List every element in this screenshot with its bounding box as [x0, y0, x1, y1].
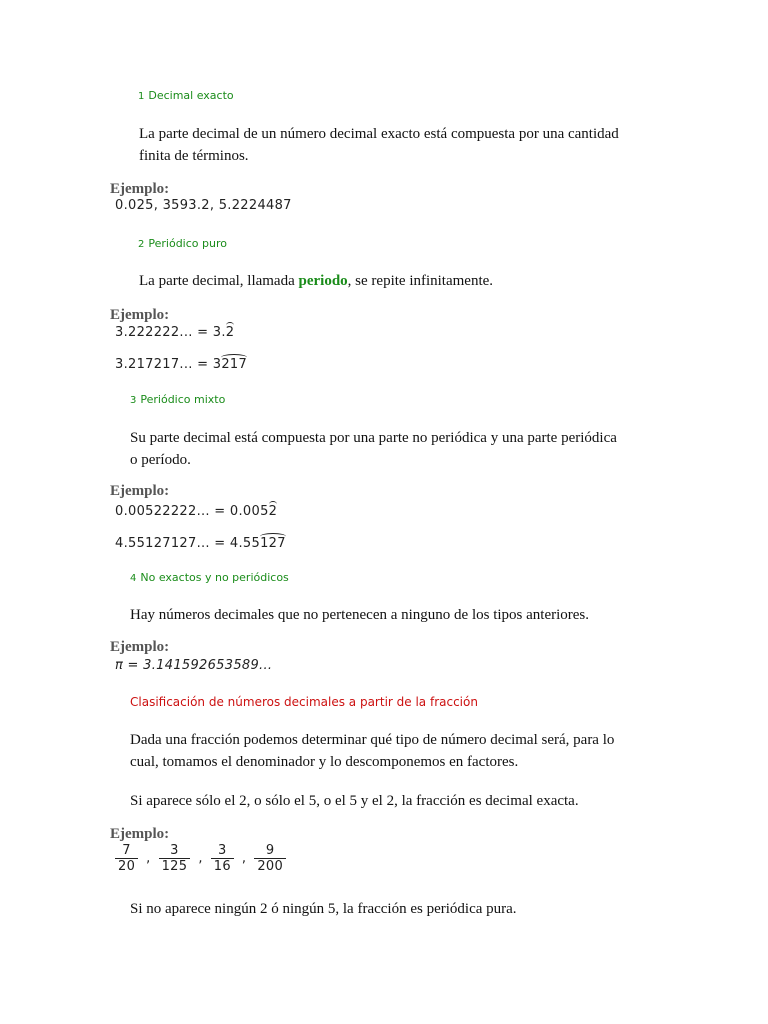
- paragraph-noexacto: Hay números decimales que no pertenecen a ninguno de los tipos anteriores.: [130, 607, 590, 623]
- example-mixto-2: [115, 536, 286, 551]
- paragraph-exacto: [139, 123, 619, 167]
- example-exacto: 0.025, 3593.2, 5.2224487: [115, 198, 292, 213]
- periodic-digits: 217: [221, 357, 248, 372]
- separator: ,: [198, 851, 203, 866]
- section-number: 2: [138, 239, 145, 250]
- section-title: No exactos y no periódicos: [140, 571, 289, 584]
- example-label: Ejemplo:: [110, 826, 170, 842]
- section-heading-4: [130, 571, 289, 584]
- example-puro-2: [115, 357, 247, 372]
- math-lhs: 4.55127127... = 4.55: [115, 536, 261, 551]
- paragraph-exacta-rule: Si aparece sólo el 2, o sólo el 5, o el 5 y el 2, la fracción es decimal exacta.: [130, 793, 579, 809]
- periodic-digits: 2: [225, 325, 235, 340]
- periodic-digits: 127: [260, 536, 286, 551]
- numerator: 7: [122, 843, 131, 858]
- section-number: 3: [130, 395, 137, 406]
- section-heading-3: [130, 393, 225, 406]
- denominator: 125: [159, 858, 191, 874]
- paragraph-pura-rule: Si no aparece ningún 2 ó ningún 5, la fracción es periódica pura.: [130, 901, 517, 917]
- classification-heading: Clasificación de números decimales a partir de la fracción: [130, 695, 478, 709]
- denominator: 20: [115, 858, 138, 874]
- paragraph-fraccion: [130, 729, 614, 773]
- text-line: La parte decimal de un número decimal exacto está compuesta por una cantidad: [139, 126, 619, 142]
- example-label: Ejemplo:: [110, 483, 170, 499]
- fraction: [115, 843, 138, 874]
- fraction: [159, 843, 191, 874]
- highlight-term: periodo: [298, 273, 348, 289]
- separator: ,: [146, 851, 151, 866]
- numerator: 3: [170, 843, 179, 858]
- text-line: cual, tomamos el denominador y lo descomponemos en factores.: [130, 754, 519, 770]
- example-puro-1: [115, 325, 234, 340]
- section-title: Decimal exacto: [148, 89, 234, 102]
- example-fractions: [113, 843, 288, 874]
- section-number: 1: [138, 91, 145, 102]
- example-label: Ejemplo:: [110, 639, 170, 655]
- numerator: 3: [218, 843, 227, 858]
- text-line: Dada una fracción podemos determinar qué tipo de número decimal será, para lo: [130, 732, 615, 748]
- paragraph-mixto: [130, 427, 617, 471]
- text-line: o período.: [130, 452, 191, 468]
- periodic-digits: 2: [268, 504, 278, 519]
- numerator: 9: [265, 843, 275, 858]
- example-mixto-1: [115, 504, 277, 519]
- example-label: Ejemplo:: [110, 307, 170, 323]
- section-heading-1: [138, 89, 234, 102]
- example-pi: π = 3.141592653589...: [115, 658, 273, 673]
- section-title: Periódico mixto: [140, 393, 226, 406]
- fraction: [254, 843, 286, 874]
- text-part: , se repite infinitamente.: [347, 273, 494, 289]
- text-part: La parte decimal, llamada: [139, 273, 299, 289]
- section-heading-2: [138, 237, 227, 250]
- section-title: Periódico puro: [148, 237, 227, 250]
- fraction: [211, 843, 234, 874]
- section-number: 4: [130, 573, 137, 584]
- text-line: Su parte decimal está compuesta por una parte no periódica y una parte periódica: [130, 430, 617, 446]
- text-line: finita de términos.: [139, 148, 249, 164]
- denominator: 200: [254, 858, 286, 874]
- example-label: Ejemplo:: [110, 181, 170, 197]
- math-lhs: 3.222222... = 3.: [115, 325, 226, 340]
- paragraph-puro: [139, 270, 493, 292]
- separator: ,: [241, 851, 247, 866]
- math-lhs: 3.217217... = 3: [115, 357, 222, 372]
- math-lhs: 0.00522222... = 0.005: [115, 504, 269, 519]
- denominator: 16: [211, 858, 234, 874]
